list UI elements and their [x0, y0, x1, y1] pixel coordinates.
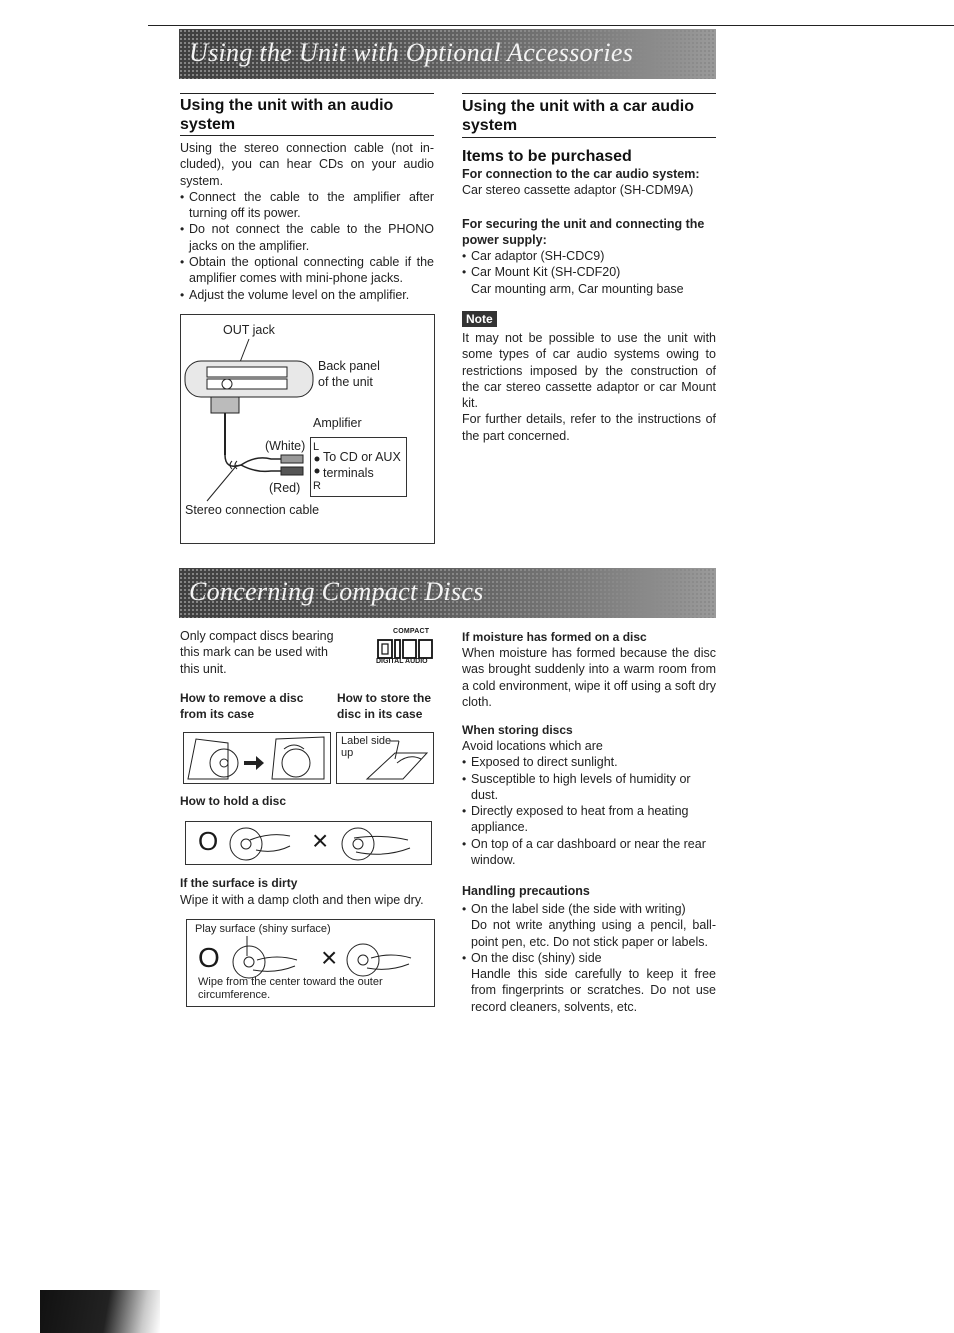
remove-disc-drawing — [184, 733, 330, 783]
dirty-heading: If the surface is dirty — [180, 876, 298, 890]
storing-bullets — [462, 754, 716, 868]
label-side-text: Label side — [341, 735, 392, 747]
logo-bottom-text: DIGITAL AUDIO — [376, 658, 428, 665]
list-item: • Do not connect the cable to the PHONO jacks on the amplifier. — [180, 221, 434, 254]
compact-disc-logo — [375, 628, 435, 668]
terminals-label: terminals — [323, 466, 374, 480]
handling-b1: • On the label side (the side with writing) — [471, 902, 686, 916]
cd-intro: Only compact discs bearing this mark can be used with this unit. — [180, 629, 334, 676]
hold-heading: How to hold a disc — [180, 794, 287, 808]
handling-heading: Handling precautions — [462, 884, 590, 898]
conn-label: For connection to the car audio system: — [462, 167, 700, 181]
list-item: • Car adaptor (SH-CDC9) — [462, 248, 716, 264]
banner-title: Using the Unit with Optional Accessories — [189, 38, 634, 67]
audio-intro: Using the stereo connection cable (not in-cluded), you can hear CDs on your audio system. — [180, 141, 434, 188]
car-heading: Using the unit with a car audio system — [462, 98, 695, 134]
audio-heading: Using the unit with an audio system — [180, 97, 394, 133]
heading-rule — [462, 137, 716, 138]
store-disc-drawing — [337, 733, 433, 783]
handling-b2: • On the disc (shiny) side — [471, 950, 602, 965]
note-paragraph: It may not be possible to use the unit with some types of car audio systems owing to restrictions imposed by the construction of the car stereo cassette adaptor or car Mount kit. — [462, 331, 716, 411]
list-item: • Obtain the optional connecting cable if the amplifier comes with mini-phone jacks. — [180, 254, 434, 287]
list-item: • Car Mount Kit (SH-CDF20) — [462, 264, 716, 280]
section-banner-accessories — [179, 29, 716, 79]
to-cd-label: To CD or AUX — [323, 450, 401, 464]
terminal-l: L — [313, 441, 320, 453]
list-item: • On top of a car dashboard or near the rear window. — [462, 836, 716, 869]
hold-disc-drawing — [186, 822, 431, 864]
scan-shadow — [40, 1290, 160, 1333]
handling-t1: Do not write anything using a pencil, ball-point pen, etc. Do not stick paper or labels. — [471, 918, 716, 949]
heading-rule — [180, 135, 434, 136]
up-text: up — [341, 747, 354, 759]
dirty-text: Wipe it with a damp cloth and then wipe dry. — [180, 893, 424, 907]
storing-body — [462, 738, 716, 868]
handling-body — [462, 901, 716, 1015]
note-body — [462, 330, 716, 444]
moisture-heading: If moisture has formed on a disc — [462, 630, 647, 644]
secure-sub: Car mounting arm, Car mounting base — [471, 281, 684, 296]
logo-top-text: COMPACT — [393, 628, 430, 635]
ng-mark: × — [321, 942, 338, 973]
connection-diagram — [180, 314, 435, 544]
list-item — [462, 901, 716, 950]
wipe-illustration — [186, 919, 435, 1007]
hold-disc-illustration — [185, 821, 432, 865]
audio-bullets — [180, 189, 434, 303]
heading-rule — [180, 93, 434, 94]
of-unit-label: of the unit — [318, 375, 373, 389]
play-surface-label: Play surface (shiny surface) — [195, 923, 331, 935]
ok-mark: O — [198, 942, 220, 973]
list-item — [462, 950, 716, 1015]
list-item: • Susceptible to high levels of humidity or dust. — [462, 771, 716, 804]
items-heading: Items to be purchased — [462, 148, 632, 165]
back-panel-label: Back panel — [318, 359, 380, 373]
moisture-text: When moisture has formed because the disc was brought suddenly into a warm room from a cold environment, wipe it off using a soft dry cloth. — [462, 646, 716, 709]
ng-mark: × — [312, 825, 329, 856]
storing-intro: Avoid locations which are — [462, 739, 603, 753]
banner-title: Concerning Compact Discs — [189, 577, 484, 606]
connection-drawing — [181, 315, 434, 543]
audio-body — [180, 140, 434, 303]
heading-rule — [462, 93, 716, 94]
terminal-r: R — [313, 480, 321, 492]
cable-label: Stereo connection cable — [185, 503, 320, 517]
list-item: • Directly exposed to heat from a heating appliance. — [462, 803, 716, 836]
section-banner-compact-discs — [179, 568, 716, 618]
wipe-text: Wipe from the center toward the outer circumference. — [198, 976, 383, 1001]
storing-heading: When storing discs — [462, 723, 573, 737]
out-jack-label: OUT jack — [223, 323, 275, 337]
list-item: • Connect the cable to the amplifier after turning off its power. — [180, 189, 434, 222]
store-disc-illustration — [336, 732, 434, 784]
remove-heading: How to remove a disc from its case — [180, 691, 304, 722]
white-label: (White) — [265, 439, 306, 453]
secure-body — [462, 248, 716, 297]
handling-t2: Handle this side carefully to keep it free from fingerprints or scratches. Do not use record cleaners, solvents, etc. — [471, 967, 716, 1014]
note-badge: Note — [462, 311, 497, 327]
list-item: • Adjust the volume level on the amplifier. — [180, 287, 434, 303]
list-item: • Exposed to direct sunlight. — [462, 754, 716, 770]
store-heading: How to store the disc in its case — [337, 691, 432, 722]
handling-bullets — [462, 901, 716, 1015]
secure-bullets — [462, 248, 716, 281]
remove-disc-illustration — [183, 732, 331, 784]
note-paragraph: For further details, refer to the instructions of the part concerned. — [462, 412, 716, 443]
ok-mark: O — [198, 826, 219, 856]
red-label: (Red) — [269, 481, 301, 495]
conn-item: Car stereo cassette adaptor (SH-CDM9A) — [462, 183, 694, 197]
amplifier-label: Amplifier — [313, 416, 362, 430]
top-rule — [148, 25, 954, 26]
secure-label: For securing the unit and connecting the power supply: — [462, 217, 705, 248]
